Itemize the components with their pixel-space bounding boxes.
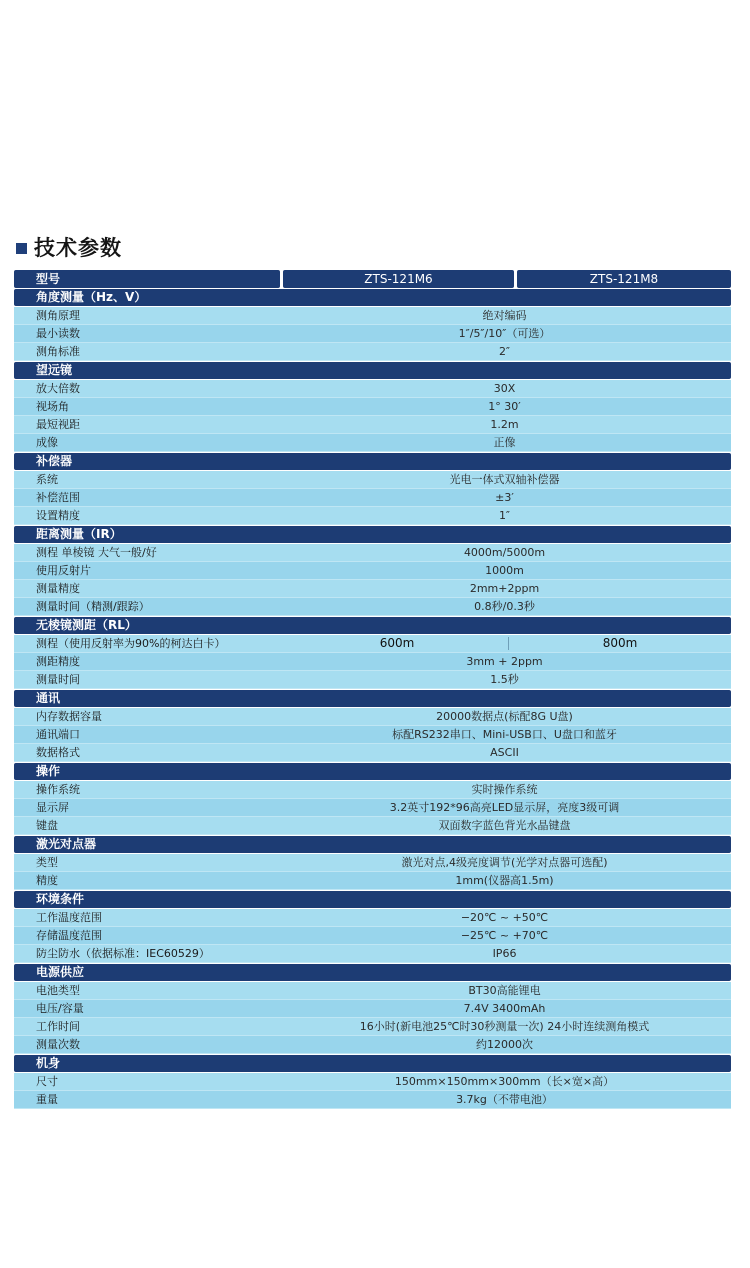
spec-row: [14, 580, 731, 598]
spec-label: 放大倍数: [36, 382, 80, 395]
spec-table: [14, 270, 731, 1109]
spec-value: 3.7kg（不带电池）: [456, 1093, 553, 1106]
spec-label: 通讯端口: [36, 728, 80, 741]
spec-label: 防尘防水（依据标准：IEC60529）: [36, 947, 210, 960]
section-header: 电源供应: [14, 964, 731, 981]
spec-value: 1° 30′: [488, 400, 521, 413]
section-rows: [14, 380, 731, 452]
spec-row: [14, 343, 731, 361]
spec-section: [14, 289, 731, 361]
spec-label: 测程（使用反射率为90%的柯达白卡）: [36, 637, 226, 650]
section-rows: [14, 708, 731, 762]
spec-row: [14, 982, 731, 1000]
spec-value: 1mm(仪器高1.5m): [455, 874, 554, 887]
title-bullet-icon: [16, 243, 27, 254]
spec-label: 键盘: [36, 819, 58, 832]
spec-label: 测量次数: [36, 1038, 80, 1051]
spec-label: 电压/容量: [36, 1002, 84, 1015]
section-header: 环境条件: [14, 891, 731, 908]
spec-label: 系统: [36, 473, 58, 486]
spec-row: [14, 1000, 731, 1018]
spec-value: 20000数据点(标配8G U盘): [436, 710, 573, 723]
section-header: 距离测量（IR）: [14, 526, 731, 543]
section-rows: [14, 854, 731, 890]
spec-row: [14, 398, 731, 416]
spec-value: 30X: [493, 382, 516, 395]
model-label: 型号: [14, 270, 280, 288]
section-header: 操作: [14, 763, 731, 780]
spec-label: 工作时间: [36, 1020, 80, 1033]
spec-value: 3.2英寸192*96高亮LED显示屏，亮度3级可调: [389, 801, 620, 814]
spec-label: 操作系统: [36, 783, 80, 796]
spec-label: 内存数据容量: [36, 710, 102, 723]
spec-section: [14, 1055, 731, 1109]
spec-label: 类型: [36, 856, 58, 869]
spec-label: 使用反射片: [36, 564, 91, 577]
spec-value: −25℃ ~ +70℃: [460, 929, 549, 942]
spec-value: ASCII: [490, 746, 519, 759]
spec-section: [14, 453, 731, 525]
spec-label: 最小读数: [36, 327, 80, 340]
model-header-row: [14, 270, 731, 288]
spec-label: 电池类型: [36, 984, 80, 997]
section-rows: [14, 982, 731, 1054]
spec-value: 3mm + 2ppm: [466, 655, 543, 668]
spec-label: 存储温度范围: [36, 929, 102, 942]
spec-row: [14, 726, 731, 744]
spec-row: [14, 1073, 731, 1091]
spec-label: 测量时间: [36, 673, 80, 686]
spec-section: [14, 617, 731, 689]
spec-row: [14, 507, 731, 525]
spec-value: 1″: [498, 509, 511, 522]
spec-row: [14, 909, 731, 927]
spec-value: 1″/5″/10″（可选）: [458, 327, 551, 340]
spec-row: [14, 416, 731, 434]
spec-value: 正像: [493, 436, 516, 449]
spec-row: [14, 434, 731, 452]
spec-label: 测量精度: [36, 582, 80, 595]
spec-row: [14, 799, 731, 817]
spec-row: [14, 325, 731, 343]
spec-row: [14, 635, 731, 653]
section-header: 无棱镜测距（RL）: [14, 617, 731, 634]
spec-row: [14, 1018, 731, 1036]
spec-value: 1.2m: [490, 418, 519, 431]
spec-value: 150mm×150mm×300mm（长×宽×高）: [394, 1075, 615, 1088]
section-rows: [14, 307, 731, 361]
spec-section: [14, 362, 731, 452]
spec-row: [14, 544, 731, 562]
spec-value: 0.8秒/0.3秒: [474, 600, 535, 613]
spec-row: [14, 927, 731, 945]
section-title: [16, 232, 122, 262]
section-rows: [14, 544, 731, 616]
spec-value: BT30高能锂电: [468, 984, 541, 997]
spec-value: 600m: [379, 636, 415, 650]
spec-section: [14, 763, 731, 835]
section-rows: [14, 909, 731, 963]
spec-section: [14, 891, 731, 963]
model-zts-121m8: ZTS-121M8: [517, 270, 731, 288]
spec-row: [14, 598, 731, 616]
spec-label: 测角原理: [36, 309, 80, 322]
spec-value: 激光对点,4级亮度调节(光学对点器可选配): [401, 856, 608, 869]
spec-section: [14, 964, 731, 1054]
spec-value: 2mm+2ppm: [469, 582, 540, 595]
spec-row: [14, 489, 731, 507]
spec-value: 16小时(新电池25℃时30秒测量一次) 24小时连续测角模式: [359, 1020, 650, 1033]
section-header: 望远镜: [14, 362, 731, 379]
spec-value: 2″: [498, 345, 511, 358]
spec-label: 成像: [36, 436, 58, 449]
spec-value: 标配RS232串口、Mini-USB口、U盘口和蓝牙: [392, 728, 617, 741]
spec-value: 约12000次: [476, 1038, 533, 1051]
spec-value: 绝对编码: [482, 309, 527, 322]
spec-row: [14, 945, 731, 963]
spec-section: [14, 526, 731, 616]
spec-section: [14, 690, 731, 762]
spec-row: [14, 653, 731, 671]
spec-value: 1.5秒: [490, 673, 519, 686]
section-header: 机身: [14, 1055, 731, 1072]
spec-value: ±3′: [495, 491, 514, 504]
section-header: 角度测量（Hz、V）: [14, 289, 731, 306]
spec-value: 800m: [602, 636, 638, 650]
spec-label: 精度: [36, 874, 58, 887]
spec-value: 双面数字蓝色背光水晶键盘: [438, 819, 571, 832]
page-title: 技术参数: [34, 236, 122, 260]
spec-value: IP66: [492, 947, 517, 960]
spec-label: 数据格式: [36, 746, 80, 759]
spec-row: [14, 671, 731, 689]
model-zts-121m6: ZTS-121M6: [283, 270, 514, 288]
spec-value: 光电一体式双轴补偿器: [449, 473, 560, 486]
spec-label: 最短视距: [36, 418, 80, 431]
spec-value: −20℃ ~ +50℃: [460, 911, 549, 924]
section-rows: [14, 1073, 731, 1109]
section-header: 补偿器: [14, 453, 731, 470]
spec-label: 尺寸: [36, 1075, 58, 1088]
spec-row: [14, 307, 731, 325]
section-header: 激光对点器: [14, 836, 731, 853]
spec-label: 测量时间（精测/跟踪）: [36, 600, 150, 613]
spec-label: 测角标准: [36, 345, 80, 358]
spec-row: [14, 562, 731, 580]
spec-label: 测距精度: [36, 655, 80, 668]
section-rows: [14, 635, 731, 689]
spec-label: 显示屏: [36, 801, 69, 814]
spec-value: 7.4V 3400mAh: [463, 1002, 546, 1015]
spec-row: [14, 817, 731, 835]
spec-value: 实时操作系统: [471, 783, 538, 796]
spec-label: 重量: [36, 1093, 58, 1106]
spec-row: [14, 471, 731, 489]
spec-value: 4000m/5000m: [463, 546, 546, 559]
section-rows: [14, 781, 731, 835]
spec-value: 1000m: [485, 564, 524, 577]
spec-row: [14, 744, 731, 762]
spec-row: [14, 1091, 731, 1109]
spec-sections: [14, 289, 731, 1109]
section-header: 通讯: [14, 690, 731, 707]
spec-row: [14, 854, 731, 872]
spec-row: [14, 872, 731, 890]
spec-row: [14, 1036, 731, 1054]
spec-row: [14, 781, 731, 799]
spec-label: 测程 单棱镜 大气一般/好: [36, 546, 157, 559]
spec-values-split: [286, 635, 731, 652]
spec-label: 视场角: [36, 400, 69, 413]
spec-label: 补偿范围: [36, 491, 80, 504]
spec-section: [14, 836, 731, 890]
spec-label: 设置精度: [36, 509, 80, 522]
spec-row: [14, 380, 731, 398]
section-rows: [14, 471, 731, 525]
spec-label: 工作温度范围: [36, 911, 102, 924]
spec-row: [14, 708, 731, 726]
